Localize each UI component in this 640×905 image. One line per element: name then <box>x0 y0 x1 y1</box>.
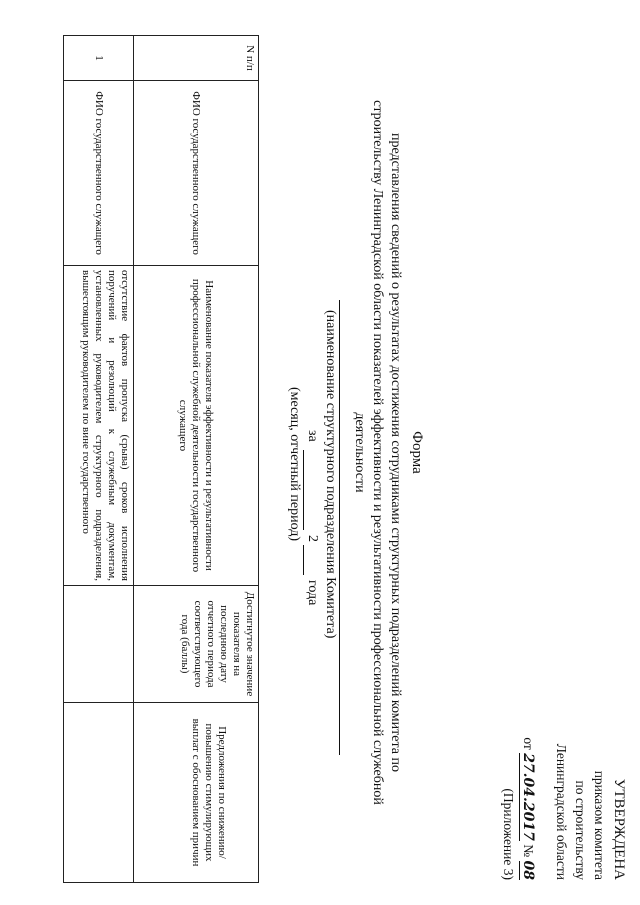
form-title <box>350 20 426 885</box>
approval-stamp <box>499 650 628 880</box>
approval-date-line <box>518 650 538 880</box>
form-title-line1: представления сведений о результатах достижения сотрудниками структурных подразделений комитета по <box>388 133 403 772</box>
number-value: 08 <box>520 860 536 880</box>
table-row <box>64 36 134 883</box>
cell-fio: ФИО государственного служащего <box>64 81 134 266</box>
form-title-line3: деятельности <box>352 412 367 493</box>
approval-line2: по строительству <box>573 780 588 880</box>
year-prefix: 2 <box>305 535 320 542</box>
form-title-word: Форма <box>409 431 425 474</box>
cell-num: 1 <box>64 36 134 81</box>
cell-indicator: отсутствие фактов пропуска (срыва) сроков исполнения поручений и резолюций к служебным документам, установленных руководителем структурного подразделения, вышестоящим руководителем по вине государственного <box>64 266 134 586</box>
period-year-word: года <box>305 580 320 606</box>
date-prefix: от <box>521 737 536 750</box>
period-caption: (месяц, отчетный период) <box>287 387 302 542</box>
unit-caption: (наименование структурного подразделения Комитета) <box>323 310 338 639</box>
table-header-row <box>134 36 259 883</box>
form-title-line2: строительству Ленинградской области показателей эффективности и результативности профессиональной служебной <box>370 100 385 805</box>
month-blank-line <box>303 450 304 530</box>
number-prefix: № <box>521 844 536 858</box>
period-for: за <box>305 430 320 442</box>
header-fio: ФИО государственного служащего <box>134 81 259 266</box>
unit-name-line <box>339 300 340 755</box>
cell-proposal <box>64 703 134 883</box>
header-num: N п/п <box>134 36 259 81</box>
approval-heading: УТВЕРЖДЕНА <box>611 778 627 880</box>
cell-value <box>64 586 134 703</box>
appendix-label: (Приложение 3) <box>501 788 516 880</box>
header-indicator: Наименование показателя эффективности и результативности профессиональной служебной деятельности государственного служащего <box>134 266 259 586</box>
approval-line1: приказом комитета <box>592 770 607 880</box>
date-value: 27.04.2017 <box>520 753 536 841</box>
header-value: Достигнутое значение показателя на последнюю дату отчетного периода соответствующего года (баллы) <box>134 586 259 703</box>
approval-line3: Ленинградской области <box>554 743 569 880</box>
header-proposal: Предложения по снижению/повышению стимулирующих выплат с обоснованием причин <box>134 703 259 883</box>
results-table <box>63 35 259 883</box>
year-blank-line <box>303 545 304 575</box>
